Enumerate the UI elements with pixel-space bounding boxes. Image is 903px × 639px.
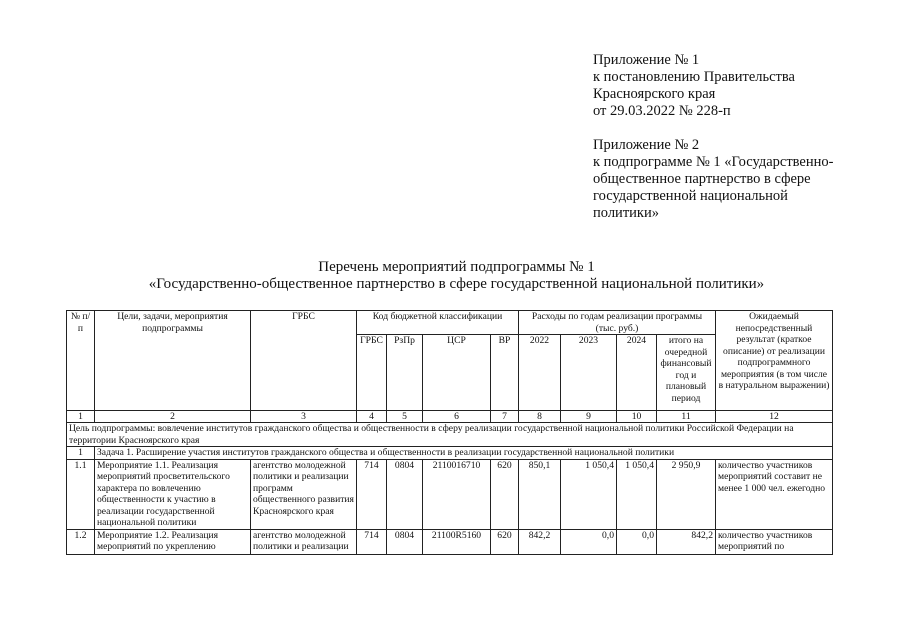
column-number: 8 — [519, 411, 561, 423]
column-number: 3 — [251, 411, 357, 423]
row-activity: Мероприятие 1.1. Реализация мероприятий просветительского характера по вовлечению общественности к участию в реализации государственной национальной политики — [95, 459, 251, 529]
row-2023: 1 050,4 — [561, 459, 617, 529]
row-2022: 842,2 — [519, 529, 561, 554]
activities-table — [66, 310, 833, 555]
row-vr: 620 — [491, 529, 519, 554]
appendix-2-line: Приложение № 2 — [593, 137, 700, 153]
row-csr: 2110016710 — [423, 459, 491, 529]
row-result: количество участников мероприятий составит не менее 1 000 чел. ежегодно — [716, 459, 833, 529]
header-2023: 2023 — [561, 335, 617, 411]
row-rzpr: 0804 — [387, 529, 423, 554]
row-2024: 0,0 — [617, 529, 657, 554]
header-2022: 2022 — [519, 335, 561, 411]
appendix-1-line: от 29.03.2022 № 228-п — [593, 103, 731, 119]
row-num: 1.1 — [67, 459, 95, 529]
document-subtitle: «Государственно-общественное партнерство в сфере государственной национальной политики» — [148, 276, 765, 292]
header-num: № п/п — [67, 311, 95, 411]
header-csr: ЦСР — [423, 335, 491, 411]
appendix-2-line: политики» — [593, 205, 659, 221]
appendix-2-block — [593, 137, 833, 222]
goal-text: Цель подпрограммы: вовлечение институтов гражданского общества и общественности в сферу реализации государственной национальной политики Российской Федерации на территории Красноярского края — [67, 423, 833, 447]
column-number: 1 — [67, 411, 95, 423]
header-vr: ВР — [491, 335, 519, 411]
row-vr: 620 — [491, 459, 519, 529]
appendix-1-line: Красноярского края — [593, 86, 716, 102]
row-2023: 0,0 — [561, 529, 617, 554]
column-number: 7 — [491, 411, 519, 423]
column-number: 10 — [617, 411, 657, 423]
header-total: итого на очередной финансовый год и плановый период — [657, 335, 716, 411]
column-number: 6 — [423, 411, 491, 423]
column-number: 4 — [357, 411, 387, 423]
row-grbs-name: агентство молодежной политики и реализации программ общественного развития Красноярского края — [251, 459, 357, 529]
document-title: Перечень мероприятий подпрограммы № 1 — [318, 259, 595, 275]
row-grbs-code: 714 — [357, 459, 387, 529]
row-activity: Мероприятие 1.2. Реализация мероприятий по укреплению — [95, 529, 251, 554]
header-grbs-code: ГРБС — [357, 335, 387, 411]
column-number-row — [67, 411, 833, 423]
header-2024: 2024 — [617, 335, 657, 411]
task-num: 1 — [67, 447, 95, 460]
appendix-1-line: Приложение № 1 — [593, 52, 700, 68]
row-2022: 850,1 — [519, 459, 561, 529]
appendix-2-line: государственной национальной — [593, 188, 788, 204]
row-total: 2 950,9 — [657, 459, 716, 529]
row-2024: 1 050,4 — [617, 459, 657, 529]
column-number: 9 — [561, 411, 617, 423]
header-result: Ожидаемый непосредственный результат (краткое описание) от реализации подпрограммного мероприятия (в том числе в натуральном выражении) — [716, 311, 833, 411]
row-num: 1.2 — [67, 529, 95, 554]
column-number: 5 — [387, 411, 423, 423]
header-budget-code: Код бюджетной классификации — [357, 311, 519, 335]
row-grbs-code: 714 — [357, 529, 387, 554]
goal-row — [67, 423, 833, 447]
row-result: количество участников мероприятий по — [716, 529, 833, 554]
row-grbs-name: агентство молодежной политики и реализации — [251, 529, 357, 554]
row-rzpr: 0804 — [387, 459, 423, 529]
appendix-1-line: к постановлению Правительства — [593, 69, 795, 85]
table-row — [67, 459, 833, 529]
header-goals: Цели, задачи, мероприятия подпрограммы — [95, 311, 251, 411]
task-text: Задача 1. Расширение участия институтов гражданского общества и общественности в реализации государственной национальной политики — [95, 447, 833, 460]
table-row — [67, 529, 833, 554]
appendix-1-block — [593, 52, 795, 120]
appendix-2-line: общественное партнерство в сфере — [593, 171, 811, 187]
column-number: 11 — [657, 411, 716, 423]
column-number: 2 — [95, 411, 251, 423]
task-row — [67, 447, 833, 460]
header-expenses: Расходы по годам реализации программы (тыс. руб.) — [519, 311, 716, 335]
appendix-2-line: к подпрограмме № 1 «Государственно- — [593, 154, 834, 170]
header-rzpr: РзПр — [387, 335, 423, 411]
header-grbs: ГРБС — [251, 311, 357, 411]
row-total: 842,2 — [657, 529, 716, 554]
column-number: 12 — [716, 411, 833, 423]
row-csr: 21100R5160 — [423, 529, 491, 554]
